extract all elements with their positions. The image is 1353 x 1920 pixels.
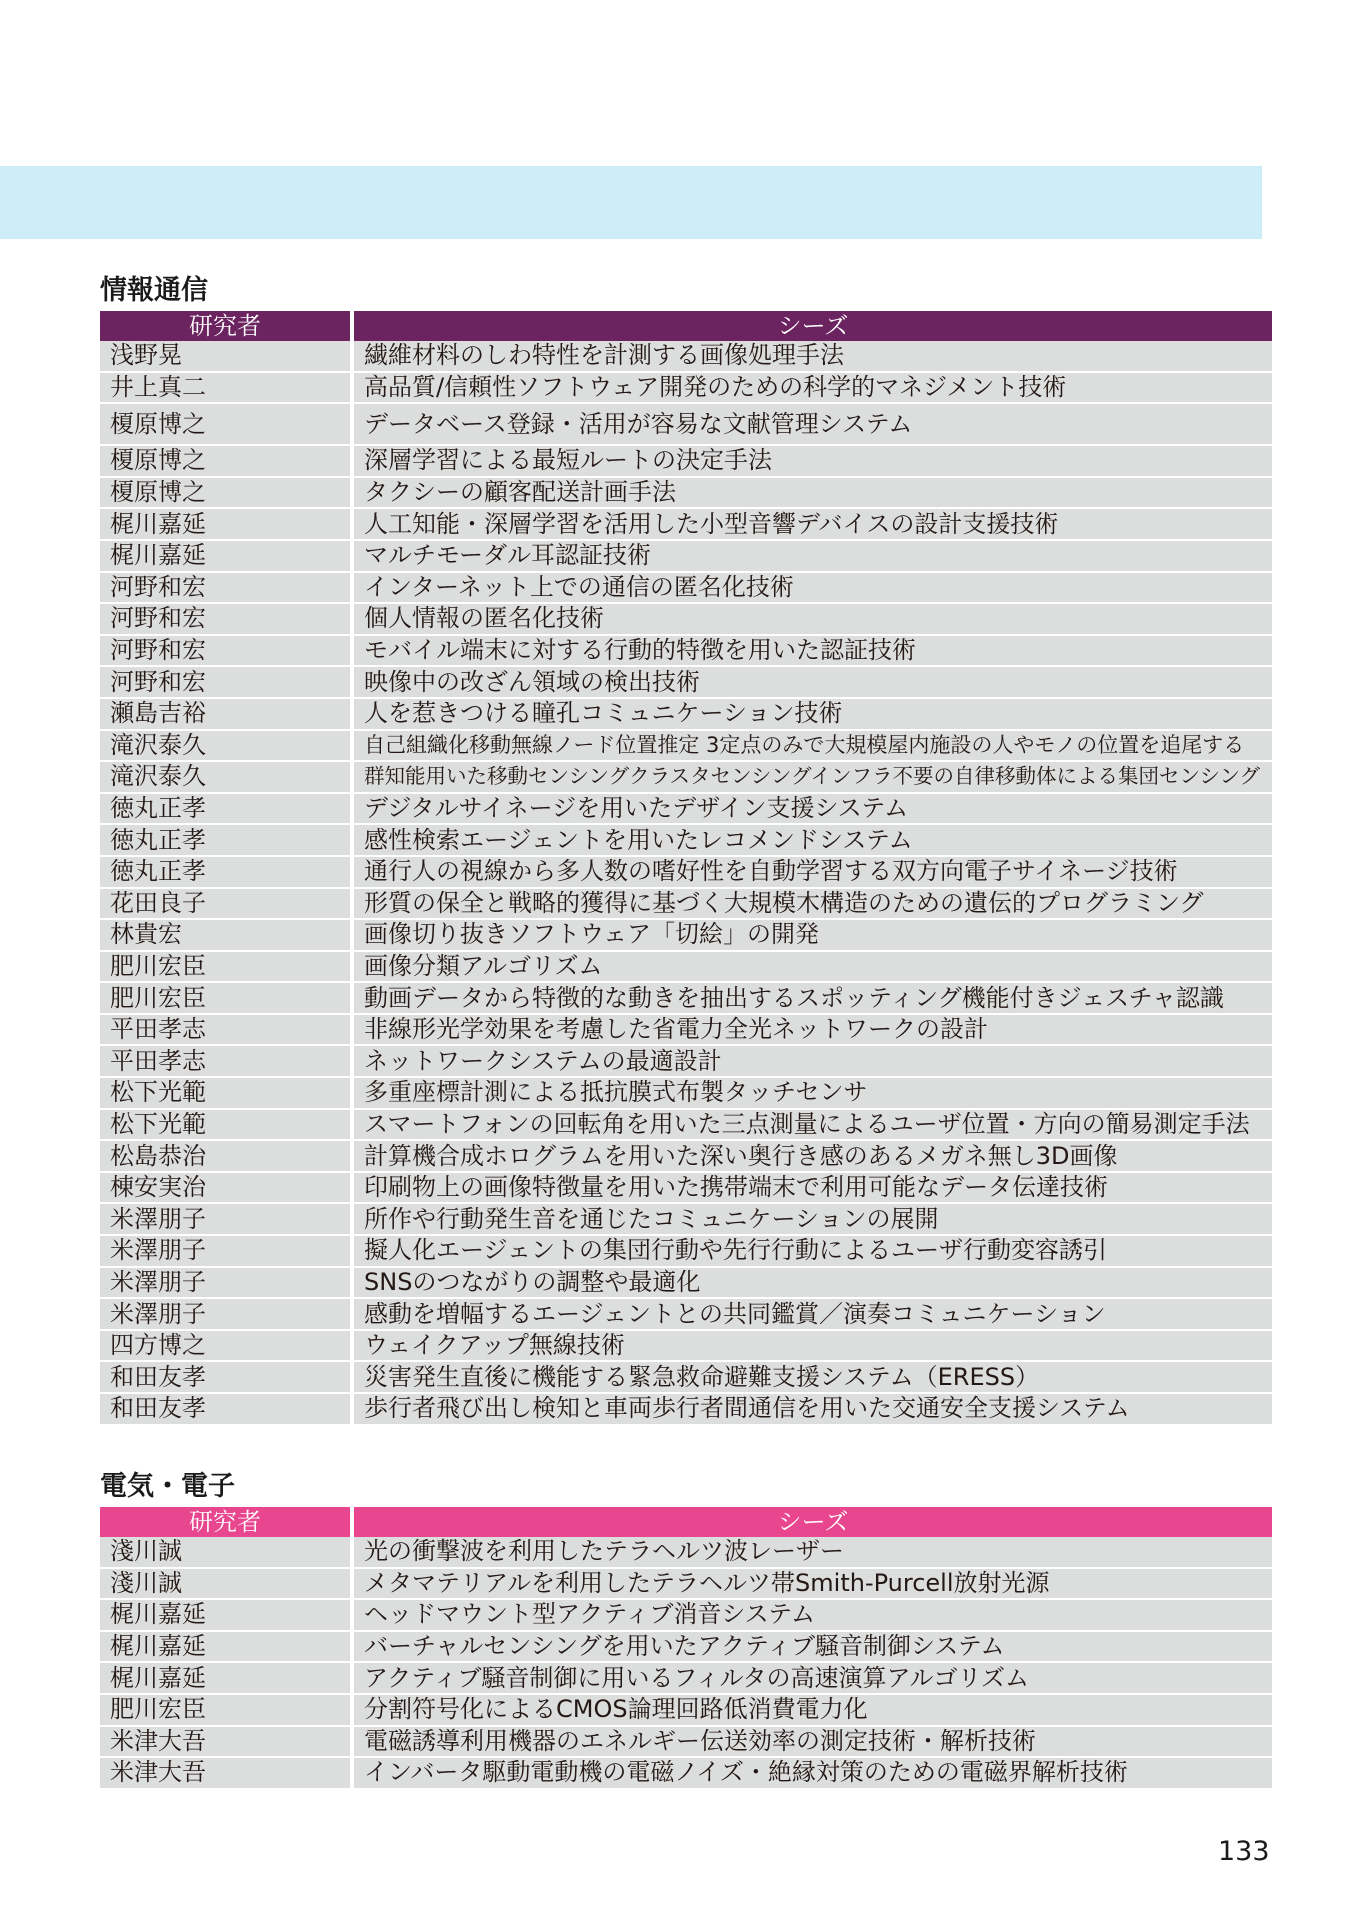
table-row: [100, 508, 1272, 540]
researcher-cell: 平田孝志: [100, 1045, 352, 1077]
seeds-table: [100, 1507, 1272, 1790]
table-row: [100, 698, 1272, 730]
researcher-cell: 河野和宏: [100, 666, 352, 698]
seeds-cell: メタマテリアルを利用したテラヘルツ帯Smith-Purcell放射光源: [352, 1568, 1272, 1600]
seeds-cell: 印刷物上の画像特徴量を用いた携帯端末で利用可能なデータ伝達技術: [352, 1172, 1272, 1204]
seeds-cell: モバイル端末に対する行動的特徴を用いた認証技術: [352, 635, 1272, 667]
section-info-comm: [100, 271, 1272, 1426]
researcher-cell: 花田良子: [100, 888, 352, 920]
seeds-cell: 感性検索エージェントを用いたレコメンドシステム: [352, 824, 1272, 856]
table-row: [100, 856, 1272, 888]
table-row: [100, 1726, 1272, 1758]
researcher-cell: 徳丸正孝: [100, 793, 352, 825]
researcher-cell: 肥川宏臣: [100, 1694, 352, 1726]
researcher-cell: 榎原博之: [100, 445, 352, 477]
researcher-cell: 梶川嘉延: [100, 1631, 352, 1663]
researcher-cell: 肥川宏臣: [100, 982, 352, 1014]
table-row: [100, 477, 1272, 509]
researcher-cell: 松下光範: [100, 1077, 352, 1109]
seeds-cell: スマートフォンの回転角を用いた三点測量によるユーザ位置・方向の簡易測定手法: [352, 1109, 1272, 1141]
seeds-cell: デジタルサイネージを用いたデザイン支援システム: [352, 793, 1272, 825]
table-row: [100, 1537, 1272, 1568]
table-row: [100, 1757, 1272, 1789]
table-row: [100, 982, 1272, 1014]
researcher-cell: 浅野晃: [100, 341, 352, 372]
seeds-cell: 多重座標計測による抵抗膜式布製タッチセンサ: [352, 1077, 1272, 1109]
table-row: [100, 1077, 1272, 1109]
seeds-cell: アクティブ騒音制御に用いるフィルタの高速演算アルゴリズム: [352, 1662, 1272, 1694]
table-row: [100, 1662, 1272, 1694]
researcher-cell: 徳丸正孝: [100, 824, 352, 856]
seeds-cell: ヘッドマウント型アクティブ消音システム: [352, 1599, 1272, 1631]
section-electric: [100, 1467, 1272, 1790]
section-title: 電気・電子: [100, 1471, 235, 1502]
researcher-cell: 松下光範: [100, 1109, 352, 1141]
table-row: [100, 1599, 1272, 1631]
table-row: [100, 1140, 1272, 1172]
researcher-cell: 和田友孝: [100, 1361, 352, 1393]
seeds-cell: 自己組織化移動無線ノード位置推定 3定点のみで大規模屋内施設の人やモノの位置を追尾する: [352, 730, 1272, 762]
seeds-cell: 擬人化エージェントの集団行動や先行行動によるユーザ行動変容誘引: [352, 1235, 1272, 1267]
header-seeds: シーズ: [352, 311, 1272, 341]
page-number: 133: [1218, 1836, 1270, 1867]
seeds-cell: ネットワークシステムの最適設計: [352, 1045, 1272, 1077]
table-row: [100, 1235, 1272, 1267]
seeds-cell: インターネット上での通信の匿名化技術: [352, 572, 1272, 604]
table-row: [100, 1045, 1272, 1077]
table-row: [100, 1568, 1272, 1600]
researcher-cell: 米津大吾: [100, 1757, 352, 1789]
table-row: [100, 403, 1272, 445]
researcher-cell: 滝沢泰久: [100, 761, 352, 793]
researcher-cell: 徳丸正孝: [100, 856, 352, 888]
seeds-cell: 歩行者飛び出し検知と車両歩行者間通信を用いた交通安全支援システム: [352, 1393, 1272, 1425]
researcher-cell: 棟安実治: [100, 1172, 352, 1204]
seeds-table: [100, 311, 1272, 1426]
researcher-cell: 河野和宏: [100, 635, 352, 667]
seeds-cell: 個人情報の匿名化技術: [352, 603, 1272, 635]
researcher-cell: 米津大吾: [100, 1726, 352, 1758]
seeds-cell: インバータ駆動電動機の電磁ノイズ・絶縁対策のための電磁界解析技術: [352, 1757, 1272, 1789]
researcher-cell: 梶川嘉延: [100, 508, 352, 540]
table-row: [100, 540, 1272, 572]
seeds-cell: 深層学習による最短ルートの決定手法: [352, 445, 1272, 477]
table-row: [100, 1631, 1272, 1663]
table-row: [100, 1361, 1272, 1393]
researcher-cell: 滝沢泰久: [100, 730, 352, 762]
table-row: [100, 951, 1272, 983]
seeds-cell: マルチモーダル耳認証技術: [352, 540, 1272, 572]
table-row: [100, 1014, 1272, 1046]
researcher-cell: 河野和宏: [100, 572, 352, 604]
table-row: [100, 730, 1272, 762]
section-title: 情報通信: [100, 275, 208, 306]
header-band: [0, 166, 1262, 239]
seeds-cell: 動画データから特徴的な動きを抽出するスポッティング機能付きジェスチャ認識: [352, 982, 1272, 1014]
table-row: [100, 1172, 1272, 1204]
researcher-cell: 河野和宏: [100, 603, 352, 635]
table-row: [100, 1393, 1272, 1425]
researcher-cell: 井上真二: [100, 372, 352, 404]
table-row: [100, 761, 1272, 793]
table-row: [100, 1267, 1272, 1299]
researcher-cell: 米澤朋子: [100, 1203, 352, 1235]
table-header: [100, 311, 1272, 341]
seeds-cell: バーチャルセンシングを用いたアクティブ騒音制御システム: [352, 1631, 1272, 1663]
table-row: [100, 603, 1272, 635]
researcher-cell: 四方博之: [100, 1330, 352, 1362]
seeds-cell: 人工知能・深層学習を活用した小型音響デバイスの設計支援技術: [352, 508, 1272, 540]
seeds-cell: 形質の保全と戦略的獲得に基づく大規模木構造のための遺伝的プログラミング: [352, 888, 1272, 920]
researcher-cell: 淺川誠: [100, 1568, 352, 1600]
seeds-cell: 分割符号化によるCMOS論理回路低消費電力化: [352, 1694, 1272, 1726]
researcher-cell: 榎原博之: [100, 477, 352, 509]
researcher-cell: 梶川嘉延: [100, 1662, 352, 1694]
seeds-cell: ウェイクアップ無線技術: [352, 1330, 1272, 1362]
researcher-cell: 梶川嘉延: [100, 540, 352, 572]
table-row: [100, 824, 1272, 856]
seeds-cell: 非線形光学効果を考慮した省電力全光ネットワークの設計: [352, 1014, 1272, 1046]
table-row: [100, 341, 1272, 372]
seeds-cell: 所作や行動発生音を通じたコミュニケーションの展開: [352, 1203, 1272, 1235]
seeds-cell: 高品質/信頼性ソフトウェア開発のための科学的マネジメント技術: [352, 372, 1272, 404]
table-row: [100, 635, 1272, 667]
table-row: [100, 445, 1272, 477]
table-row: [100, 1109, 1272, 1141]
researcher-cell: 和田友孝: [100, 1393, 352, 1425]
table-header: [100, 1507, 1272, 1537]
researcher-cell: 肥川宏臣: [100, 951, 352, 983]
researcher-cell: 榎原博之: [100, 403, 352, 445]
table-row: [100, 1203, 1272, 1235]
researcher-cell: 瀬島吉裕: [100, 698, 352, 730]
seeds-cell: 災害発生直後に機能する緊急救命避難支援システム（ERESS）: [352, 1361, 1272, 1393]
seeds-cell: データベース登録・活用が容易な文献管理システム: [352, 403, 1272, 445]
researcher-cell: 松島恭治: [100, 1140, 352, 1172]
table-row: [100, 372, 1272, 404]
seeds-cell: 光の衝撃波を利用したテラヘルツ波レーザー: [352, 1537, 1272, 1568]
header-researcher: 研究者: [100, 311, 352, 341]
researcher-cell: 梶川嘉延: [100, 1599, 352, 1631]
header-researcher: 研究者: [100, 1507, 352, 1537]
seeds-cell: 感動を増幅するエージェントとの共同鑑賞／演奏コミュニケーション: [352, 1298, 1272, 1330]
table-row: [100, 1330, 1272, 1362]
researcher-cell: 米澤朋子: [100, 1298, 352, 1330]
researcher-cell: 平田孝志: [100, 1014, 352, 1046]
seeds-cell: 画像切り抜きソフトウェア「切絵」の開発: [352, 919, 1272, 951]
table-row: [100, 1298, 1272, 1330]
seeds-cell: 画像分類アルゴリズム: [352, 951, 1272, 983]
researcher-cell: 米澤朋子: [100, 1267, 352, 1299]
table-row: [100, 666, 1272, 698]
table-row: [100, 793, 1272, 825]
researcher-cell: 淺川誠: [100, 1537, 352, 1568]
seeds-cell: 群知能用いた移動センシングクラスタセンシングインフラ不要の自律移動体による集団センシング: [352, 761, 1272, 793]
researcher-cell: 米澤朋子: [100, 1235, 352, 1267]
seeds-cell: 計算機合成ホログラムを用いた深い奥行き感のあるメガネ無し3D画像: [352, 1140, 1272, 1172]
seeds-cell: 電磁誘導利用機器のエネルギー伝送効率の測定技術・解析技術: [352, 1726, 1272, 1758]
seeds-cell: タクシーの顧客配送計画手法: [352, 477, 1272, 509]
table-row: [100, 572, 1272, 604]
table-row: [100, 1694, 1272, 1726]
header-seeds: シーズ: [352, 1507, 1272, 1537]
seeds-cell: 映像中の改ざん領域の検出技術: [352, 666, 1272, 698]
researcher-cell: 林貴宏: [100, 919, 352, 951]
table-row: [100, 919, 1272, 951]
seeds-cell: 人を惹きつける瞳孔コミュニケーション技術: [352, 698, 1272, 730]
table-row: [100, 888, 1272, 920]
seeds-cell: 通行人の視線から多人数の嗜好性を自動学習する双方向電子サイネージ技術: [352, 856, 1272, 888]
seeds-cell: 繊維材料のしわ特性を計測する画像処理手法: [352, 341, 1272, 372]
seeds-cell: SNSのつながりの調整や最適化: [352, 1267, 1272, 1299]
